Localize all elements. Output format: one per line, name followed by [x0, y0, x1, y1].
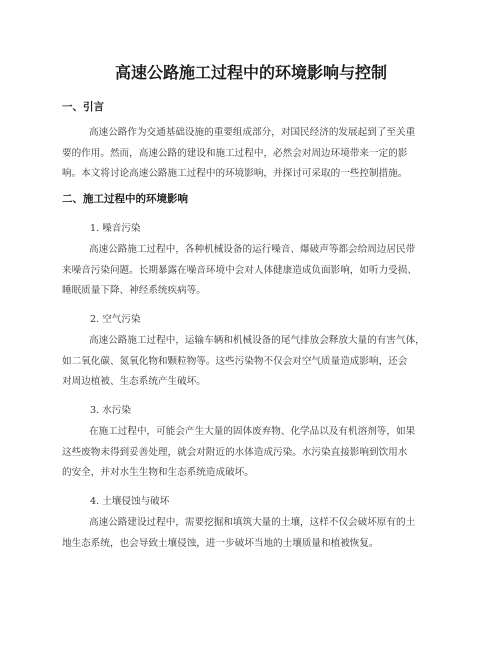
subheading-air: 2. 空气污染 [90, 314, 141, 325]
soil-paragraph [62, 513, 442, 554]
water-paragraph [62, 422, 442, 484]
paragraph-line: 如二氧化碳、氮氧化物和颗粒物等。这些污染物不仅会对空气质量造成影响，还会 [62, 355, 408, 367]
paragraph-line: 高速公路建设过程中，需要挖掘和填筑大量的土壤，这样不仅会破坏原有的土 [89, 517, 416, 528]
paragraph-line: 对周边植被、生态系统产生破坏。 [62, 376, 206, 387]
intro-paragraph [62, 123, 442, 185]
subheading-water: 3. 水污染 [90, 405, 131, 416]
paragraph-line: 地生态系统，也会导致土壤侵蚀，进一步破坏当地的土壤质量和植被恢复。 [62, 537, 379, 549]
subheading-soil: 4. 土壤侵蚀与破坏 [90, 496, 170, 507]
paragraph-line: 要的作用。然而，高速公路的建设和施工过程中，必然会对周边环境带来一定的影 [62, 147, 408, 159]
noise-paragraph [62, 240, 442, 302]
paragraph-line: 来噪音污染问题。长期暴露在噪音环境中会对人体健康造成负面影响，如听力受损、 [62, 264, 417, 276]
paragraph-line: 睡眠质量下降、神经系统疾病等。 [62, 285, 206, 296]
section-heading-introduction: 一、引言 [62, 101, 104, 113]
subheading-noise: 1. 噪音污染 [90, 223, 141, 234]
paragraph-line: 这些废物未得到妥善处理，就会对附近的水体造成污染。水污染直接影响到饮用水 [62, 446, 408, 458]
paragraph-line: 在施工过程中，可能会产生大量的固体废弃物、化学品以及有机溶剂等，如果 [89, 426, 416, 437]
paragraph-line: 高速公路施工过程中，运输车辆和机械设备的尾气排放会释放大量的有害气体， [89, 335, 425, 346]
paragraph-line: 响。本文将讨论高速公路施工过程中的环境影响，并探讨可采取的一些控制措施。 [62, 168, 408, 179]
air-paragraph [62, 331, 442, 393]
paragraph-line: 高速公路施工过程中，各种机械设备的运行噪音、爆破声等都会给周边居民带 [89, 244, 416, 255]
document-title: 高速公路施工过程中的环境影响与控制 [114, 63, 387, 82]
section-heading-impacts: 二、施工过程中的环境影响 [62, 193, 188, 205]
paragraph-line: 的安全，并对水生生物和生态系统造成破坏。 [62, 467, 254, 478]
paragraph-line: 高速公路作为交通基础设施的重要组成部分，对国民经济的发展起到了至关重 [89, 127, 416, 138]
